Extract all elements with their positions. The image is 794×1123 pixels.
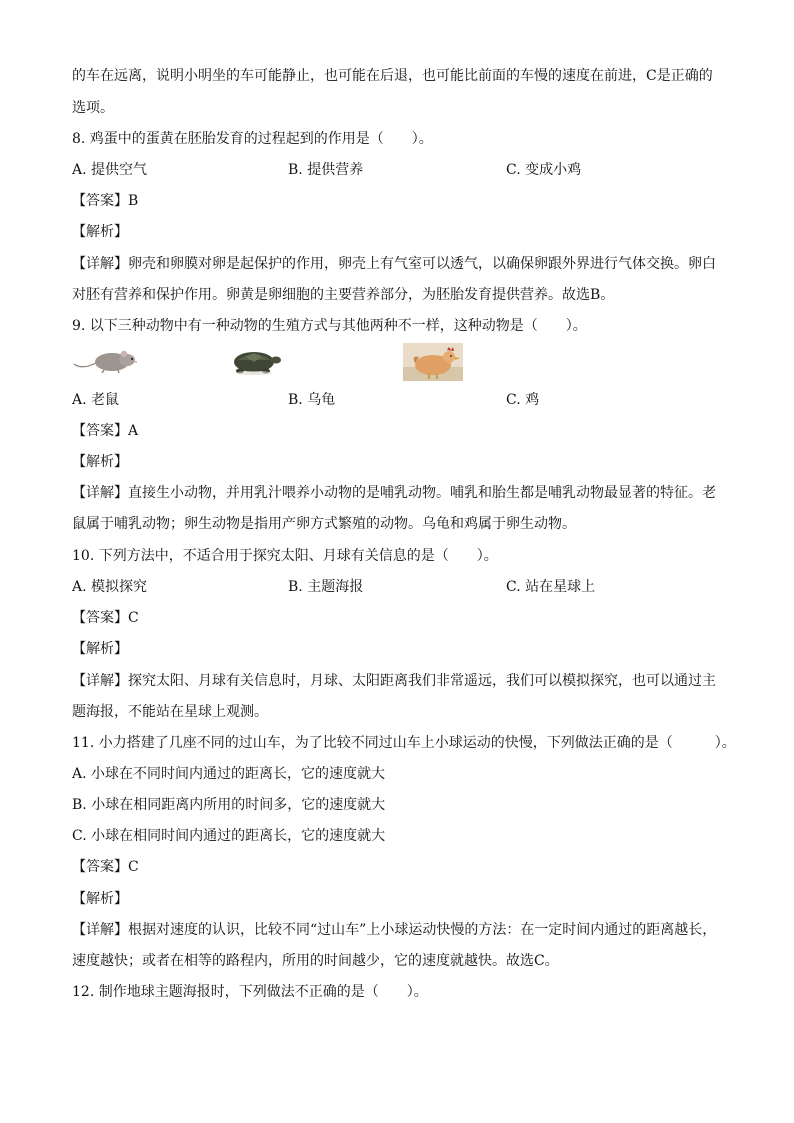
q10-option-b: B. 主题海报 [288, 579, 364, 595]
q10-option-c: C. 站在星球上 [506, 579, 596, 595]
question-10: 10. 下列方法中，不适合用于探究太阳、月球有关信息的是（ ）。 [72, 548, 498, 564]
q11-analysis-label: 【解析】 [72, 891, 128, 907]
chicken-image [403, 343, 463, 381]
question-11: 11. 小力搭建了几座不同的过山车，为了比较不同过山车上小球运动的快慢，下列做法正确的是（ ）。 [72, 735, 736, 751]
q9-analysis-label: 【解析】 [72, 454, 128, 470]
q9-option-b: B. 乌龟 [288, 392, 336, 408]
q8-answer: 【答案】B [72, 193, 139, 209]
q11-option-c: C. 小球在相同时间内通过的距离长，它的速度就大 [72, 828, 386, 844]
q8-option-b: B. 提供营养 [288, 162, 364, 178]
q10-analysis-label: 【解析】 [72, 641, 128, 657]
q10-answer: 【答案】C [72, 610, 139, 626]
q11-answer: 【答案】C [72, 859, 139, 875]
q8-option-a: A. 提供空气 [72, 162, 148, 178]
q11-detail-line: 速度越快；或者在相等的路程内，所用的时间越少，它的速度就越快。故选C。 [72, 953, 559, 969]
q10-detail-line: 题海报，不能站在星球上观测。 [72, 704, 268, 720]
q11-option-a: A. 小球在不同时间内通过的距离长，它的速度就大 [72, 766, 386, 782]
q11-option-b: B. 小球在相同距离内所用的时间多，它的速度就大 [72, 797, 386, 813]
text-line: 的车在远离，说明小明坐的车可能静止，也可能在后退，也可能比前面的车慢的速度在前进，C是正确的 [72, 68, 713, 84]
q10-option-a: A. 模拟探究 [72, 579, 148, 595]
q9-detail-line: 鼠属于哺乳动物；卵生动物是指用产卵方式繁殖的动物。乌龟和鸡属于卵生动物。 [72, 516, 576, 532]
q9-option-a: A. 老鼠 [72, 392, 120, 408]
mouse-image [72, 344, 142, 374]
question-12: 12. 制作地球主题海报时，下列做法不正确的是（ ）。 [72, 984, 428, 1000]
question-9: 9. 以下三种动物中有一种动物的生殖方式与其他两种不一样，这种动物是（ ）。 [72, 318, 587, 334]
question-8: 8. 鸡蛋中的蛋黄在胚胎发育的过程起到的作用是（ ）。 [72, 131, 433, 147]
q9-answer: 【答案】A [72, 423, 139, 439]
q8-analysis-label: 【解析】 [72, 224, 128, 240]
q9-detail-line: 【详解】直接生小动物，并用乳汁喂养小动物的是哺乳动物。哺乳和胎生都是哺乳动物最显著的特征。老 [72, 485, 716, 501]
text-line: 选项。 [72, 100, 114, 116]
q8-option-c: C. 变成小鸡 [506, 162, 582, 178]
q10-detail-line: 【详解】探究太阳、月球有关信息时，月球、太阳距离我们非常遥远，我们可以模拟探究，也可以通过主 [72, 673, 716, 689]
q8-detail-line: 【详解】卵壳和卵膜对卵是起保护的作用，卵壳上有气室可以透气，以确保卵跟外界进行气体交换。卵白 [72, 256, 716, 272]
q9-option-c: C. 鸡 [506, 392, 540, 408]
q8-detail-line: 对胚有营养和保护作用。卵黄是卵细胞的主要营养部分，为胚胎发育提供营养。故选B。 [72, 287, 615, 303]
q11-detail-line: 【详解】根据对速度的认识，比较不同“过山车”上小球运动快慢的方法：在一定时间内通过的距离越长， [72, 922, 717, 938]
turtle-image [228, 342, 282, 376]
